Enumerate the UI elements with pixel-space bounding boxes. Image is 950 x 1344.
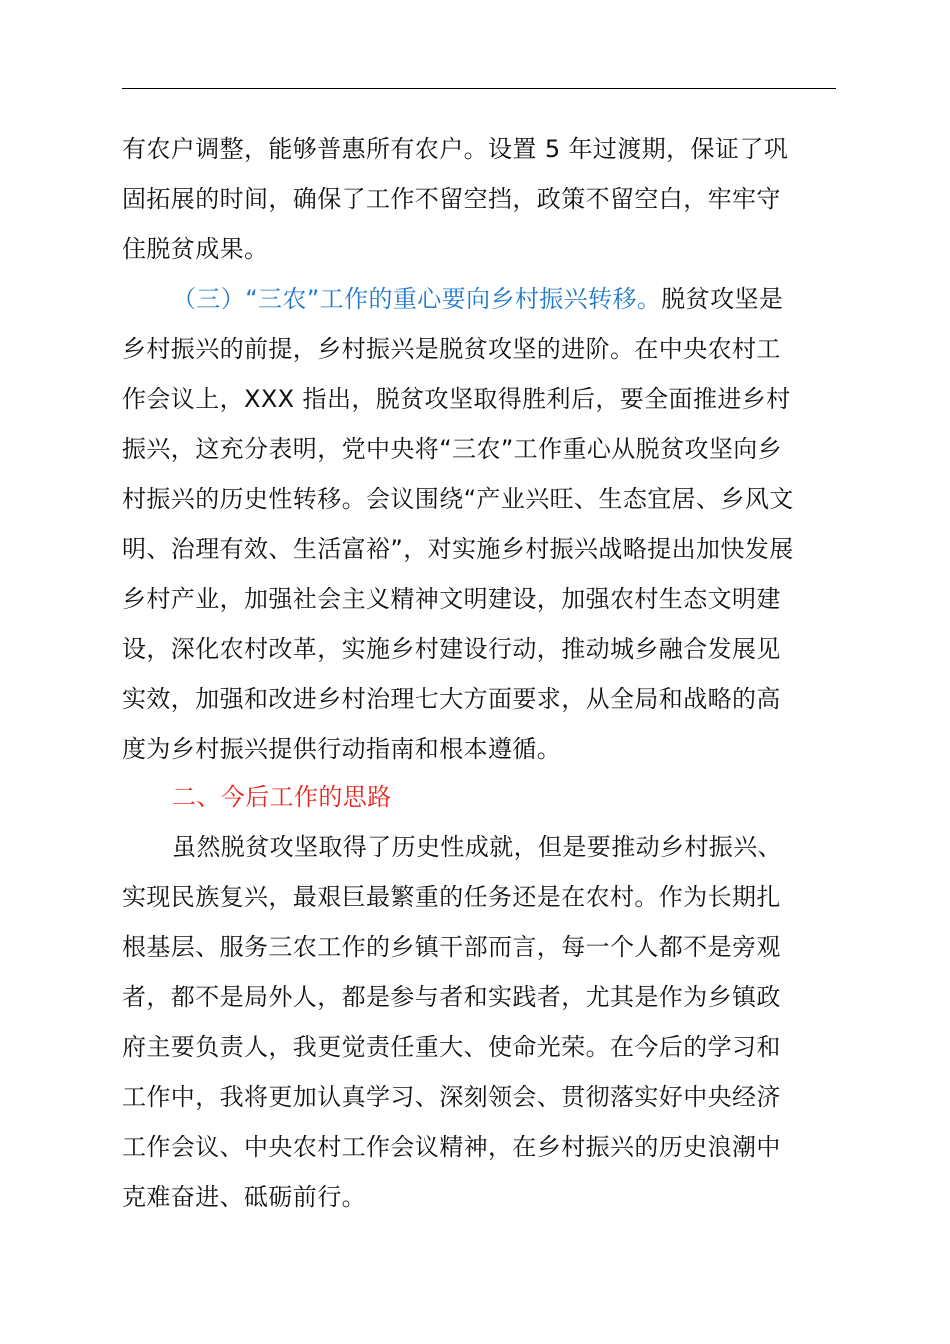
paragraph-line: 工作会议、中央农村工作会议精神，在乡村振兴的历史浪潮中 bbox=[122, 1133, 781, 1161]
paragraph-line: 明、治理有效、生活富裕”，对实施乡村振兴战略提出加快发展 bbox=[122, 535, 794, 563]
paragraph-line: 实现民族复兴，最艰巨最繁重的任务还是在农村。作为长期扎 bbox=[122, 883, 781, 911]
paragraph-line: 有农户调整，能够普惠所有农户。设置 5 年过渡期，保证了巩 bbox=[122, 135, 789, 163]
paragraph-line: 村振兴的历史性转移。会议围绕“产业兴旺、生态宜居、乡风文 bbox=[122, 485, 794, 513]
paragraph-line: 作会议上，XXX 指出，脱贫攻坚取得胜利后，要全面推进乡村 bbox=[122, 385, 791, 413]
paragraph-line: 府主要负责人，我更觉责任重大、使命光荣。在今后的学习和 bbox=[122, 1033, 781, 1061]
paragraph-line: 乡村产业，加强社会主义精神文明建设，加强农村生态文明建 bbox=[122, 585, 781, 613]
paragraph-line: 克难奋进、砥砺前行。 bbox=[122, 1183, 366, 1211]
paragraph-line: 根基层、服务三农工作的乡镇干部而言，每一个人都不是旁观 bbox=[122, 933, 781, 961]
paragraph-line: 度为乡村振兴提供行动指南和根本遵循。 bbox=[122, 735, 562, 763]
paragraph-line: 固拓展的时间，确保了工作不留空挡，政策不留空白，牢牢守 bbox=[122, 185, 781, 213]
paragraph-line: 住脱贫成果。 bbox=[122, 235, 269, 263]
paragraph-line: 振兴，这充分表明，党中央将“三农”工作重心从脱贫攻坚向乡 bbox=[122, 435, 783, 463]
subheading-line bbox=[172, 282, 892, 316]
paragraph-line: 乡村振兴的前提，乡村振兴是脱贫攻坚的进阶。在中央农村工 bbox=[122, 335, 781, 363]
section-heading: 二、今后工作的思路 bbox=[172, 783, 392, 811]
paragraph-line: 者，都不是局外人，都是参与者和实践者，尤其是作为乡镇政 bbox=[122, 983, 781, 1011]
subheading-three: （三）“三农”工作的重心要向乡村振兴转移。 bbox=[172, 285, 662, 313]
paragraph-line: 设，深化农村改革，实施乡村建设行动，推动城乡融合发展见 bbox=[122, 635, 781, 663]
paragraph-line: 实效，加强和改进乡村治理七大方面要求，从全局和战略的高 bbox=[122, 685, 781, 713]
header-rule bbox=[122, 88, 836, 89]
paragraph-line: 工作中，我将更加认真学习、深刻领会、贯彻落实好中央经济 bbox=[122, 1083, 781, 1111]
paragraph-text: 脱贫攻坚是 bbox=[661, 285, 784, 313]
paragraph-line: 虽然脱贫攻坚取得了历史性成就，但是要推动乡村振兴、 bbox=[172, 833, 782, 861]
